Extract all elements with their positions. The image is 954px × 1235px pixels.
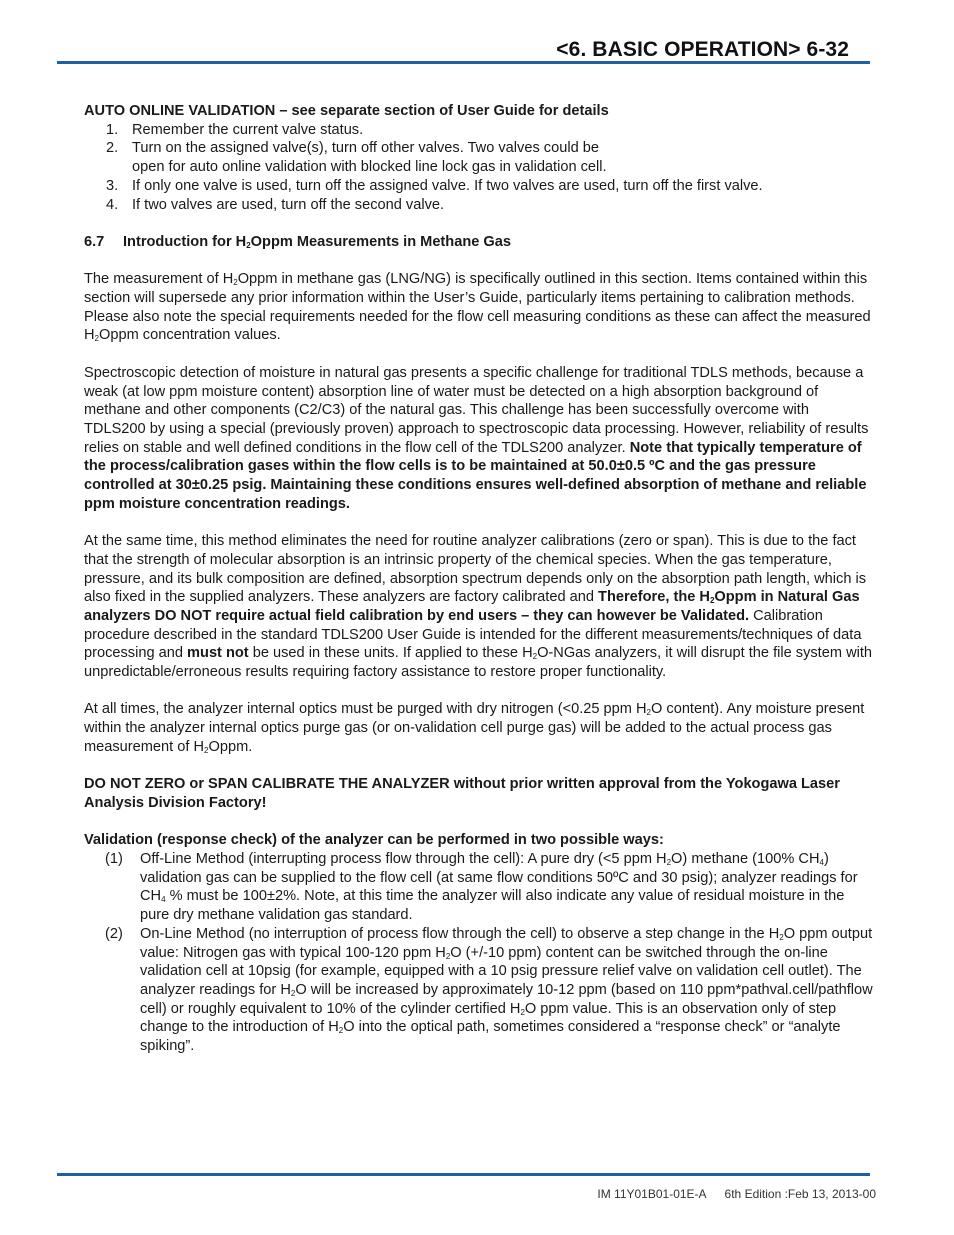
subscript: 2 (94, 334, 99, 344)
list-number: 1. (106, 121, 119, 138)
bold-text: Oppm in Natural Gas analyzers DO NOT require actual field calibration by end users – they can however be Validated. (84, 589, 860, 624)
auto-validation-heading: AUTO ONLINE VALIDATION – see separate section of User Guide for details (84, 103, 609, 119)
list-item (84, 196, 874, 215)
list-number: (2) (105, 925, 123, 942)
text: Oppm concentration values. (99, 327, 281, 344)
text: At the same time, this method eliminates the need for routine analyzer calibrations (zero or span). This is due to the fact that the strength of molecular absorption is an intrinsic property of the chemical species. When the gas temperature, pressure, and its bulk composition are defined, absorption spectrum depends only on the absorption path length, which is also fixed in the supplied analyzers. These analyzers are factory calibrated and (84, 533, 867, 606)
text: Oppm. (208, 738, 253, 755)
text: Calibration procedure described in the standard TDLS200 User Guide is intended for the different measurements/techniques of data processing and (84, 607, 862, 662)
text: O) methane (100% CH (671, 851, 820, 868)
list-number: 3. (106, 177, 119, 194)
list-text: open for auto online validation with blocked line lock gas in validation cell. (132, 159, 607, 176)
list-text: Turn on the assigned valve(s), turn off other valves. Two valves could be (132, 140, 599, 157)
text: O content). Any moisture present within the analyzer internal optics purge gas (or on-validation cell purge gas) will be added to the actual process gas measurement of H (84, 701, 865, 755)
list-item (84, 177, 874, 196)
text: % must be 100±2%. Note, at this time the analyzer will also indicate any value of residual moisture in the pure dry methane validation gas standard. (140, 888, 845, 924)
section-title: Introduction for H (123, 233, 247, 250)
list-number: 4. (106, 196, 119, 213)
subscript: 2 (709, 596, 715, 606)
calibration-warning: DO NOT ZERO or SPAN CALIBRATE THE ANALYZER without prior written approval from the Yokogawa Laser Analysis Division Factory! (84, 776, 840, 811)
auto-validation-steps (84, 121, 874, 215)
bold-text: must not (187, 645, 249, 662)
bold-text: Note that typically temperature of the process/calibration gases within the flow cells is to be maintained at 50.0±0.5 ºC and the gas pressure controlled at 30±0.25 psig. Maintaining these conditions ensures well-defined absorption of methane and reliable ppm moisture concentration readings. (84, 439, 867, 512)
validation-heading: Validation (response check) of the analyzer can be performed in two possible ways: (84, 832, 664, 849)
text: O ppm output value: Nitrogen gas with typical 100-120 ppm H (140, 925, 873, 961)
subscript: 2 (779, 932, 784, 942)
subscript: 4 (161, 895, 166, 905)
list-item (84, 850, 874, 925)
text: On-Line Method (no interruption of process flow through the cell) to observe a step change in the H (140, 925, 780, 942)
text: be used in these units. If applied to these H (248, 645, 533, 662)
text: Off-Line Method (interrupting process flow through the cell): A pure dry (<5 ppm H (140, 851, 667, 868)
text: O will be increased by approximately 10-12 ppm (based on 110 ppm*pathval.cell/pathflow cell) or roughly equivalent to 10% of the cylinder certified H (140, 981, 873, 1017)
subscript: 2 (204, 745, 209, 755)
text: Spectroscopic detection of moisture in natural gas presents a specific challenge for traditional TDLS methods, because a weak (at low ppm moisture content) absorption line of water must be detected on a high absorption background of methane and other components (C2/C3) of the natural gas. This challenge has been successfully overcome with TDLS200 by using a special (previously proven) approach to spectroscopic data processing. However, reliability of results relies on stable and well defined conditions in the flow cell of the TDLS200 analyzer. (84, 364, 869, 456)
page-title: <6. BASIC OPERATION> 6-32 (556, 38, 849, 61)
list-item (84, 121, 874, 140)
text: At all times, the analyzer internal optics must be purged with dry nitrogen (<0.25 ppm H (84, 701, 647, 718)
list-item (84, 139, 874, 176)
list-text: If only one valve is used, turn off the assigned valve. If two valves are used, turn off the first valve. (132, 177, 763, 194)
text: O ppm value. This is an observation only of step change to the introduction of H (140, 1000, 837, 1036)
subscript: 2 (520, 1007, 525, 1017)
subscript: 2 (646, 708, 651, 718)
text: ) validation gas can be supplied to the flow cell (at same flow conditions 50ºC and 30 psig); analyzer readings for CH (140, 851, 858, 905)
section-title: Oppm Measurements in Methane Gas (250, 233, 511, 250)
text: O-NGas analyzers, it will disrupt the file system with unpredictable/erroneous results requiring factory assistance to restore proper functionality. (84, 645, 873, 681)
page-content (84, 102, 874, 1056)
bold-text: Therefore, the H (598, 589, 710, 606)
list-text: Remember the current valve status. (132, 121, 364, 138)
subscript: 2 (666, 858, 672, 868)
validation-methods (84, 850, 874, 1056)
text: O (+/-10 ppm) content can be switched through the on-line validation cell at 10psig (for example, equipped with a 10 psig pressure relief valve on validation cell outlet). The analyzer readings for H (140, 944, 862, 998)
subscript: 2 (445, 951, 451, 961)
subscript: 2 (338, 1026, 344, 1036)
purge-paragraph (84, 700, 874, 756)
subscript: 2 (246, 240, 251, 250)
text: O into the optical path, sometimes considered a “response check” or “analyte spiking”. (140, 1019, 841, 1055)
footer (597, 1187, 876, 1201)
subscript: 2 (532, 652, 538, 662)
spectroscopy-paragraph (84, 364, 874, 514)
edition-info: 6th Edition :Feb 13, 2013-00 (724, 1187, 876, 1201)
calibration-paragraph (84, 532, 874, 682)
list-text: If two valves are used, turn off the second valve. (132, 196, 445, 213)
subscript: 2 (290, 988, 296, 998)
document-id: IM 11Y01B01-01E-A (597, 1187, 707, 1201)
intro-paragraph (84, 270, 874, 345)
text: Oppm in methane gas (LNG/NG) is specifically outlined in this section. Items contained within this section will supersede any prior information within the User’s Guide, particularly items pertaining to calibration methods. Please also note the special requirements needed for the flow cell measuring conditions as these can affect the measured H (84, 271, 871, 344)
text: The measurement of H (84, 271, 234, 288)
section-number: 6.7 (84, 233, 105, 250)
list-number: (1) (105, 851, 123, 868)
footer-rule (57, 1173, 870, 1176)
subscript: 2 (233, 278, 238, 288)
subscript: 4 (819, 858, 824, 868)
section-heading (84, 233, 874, 252)
list-number: 2. (106, 140, 119, 157)
header-rule (57, 61, 870, 64)
list-item (84, 925, 874, 1056)
